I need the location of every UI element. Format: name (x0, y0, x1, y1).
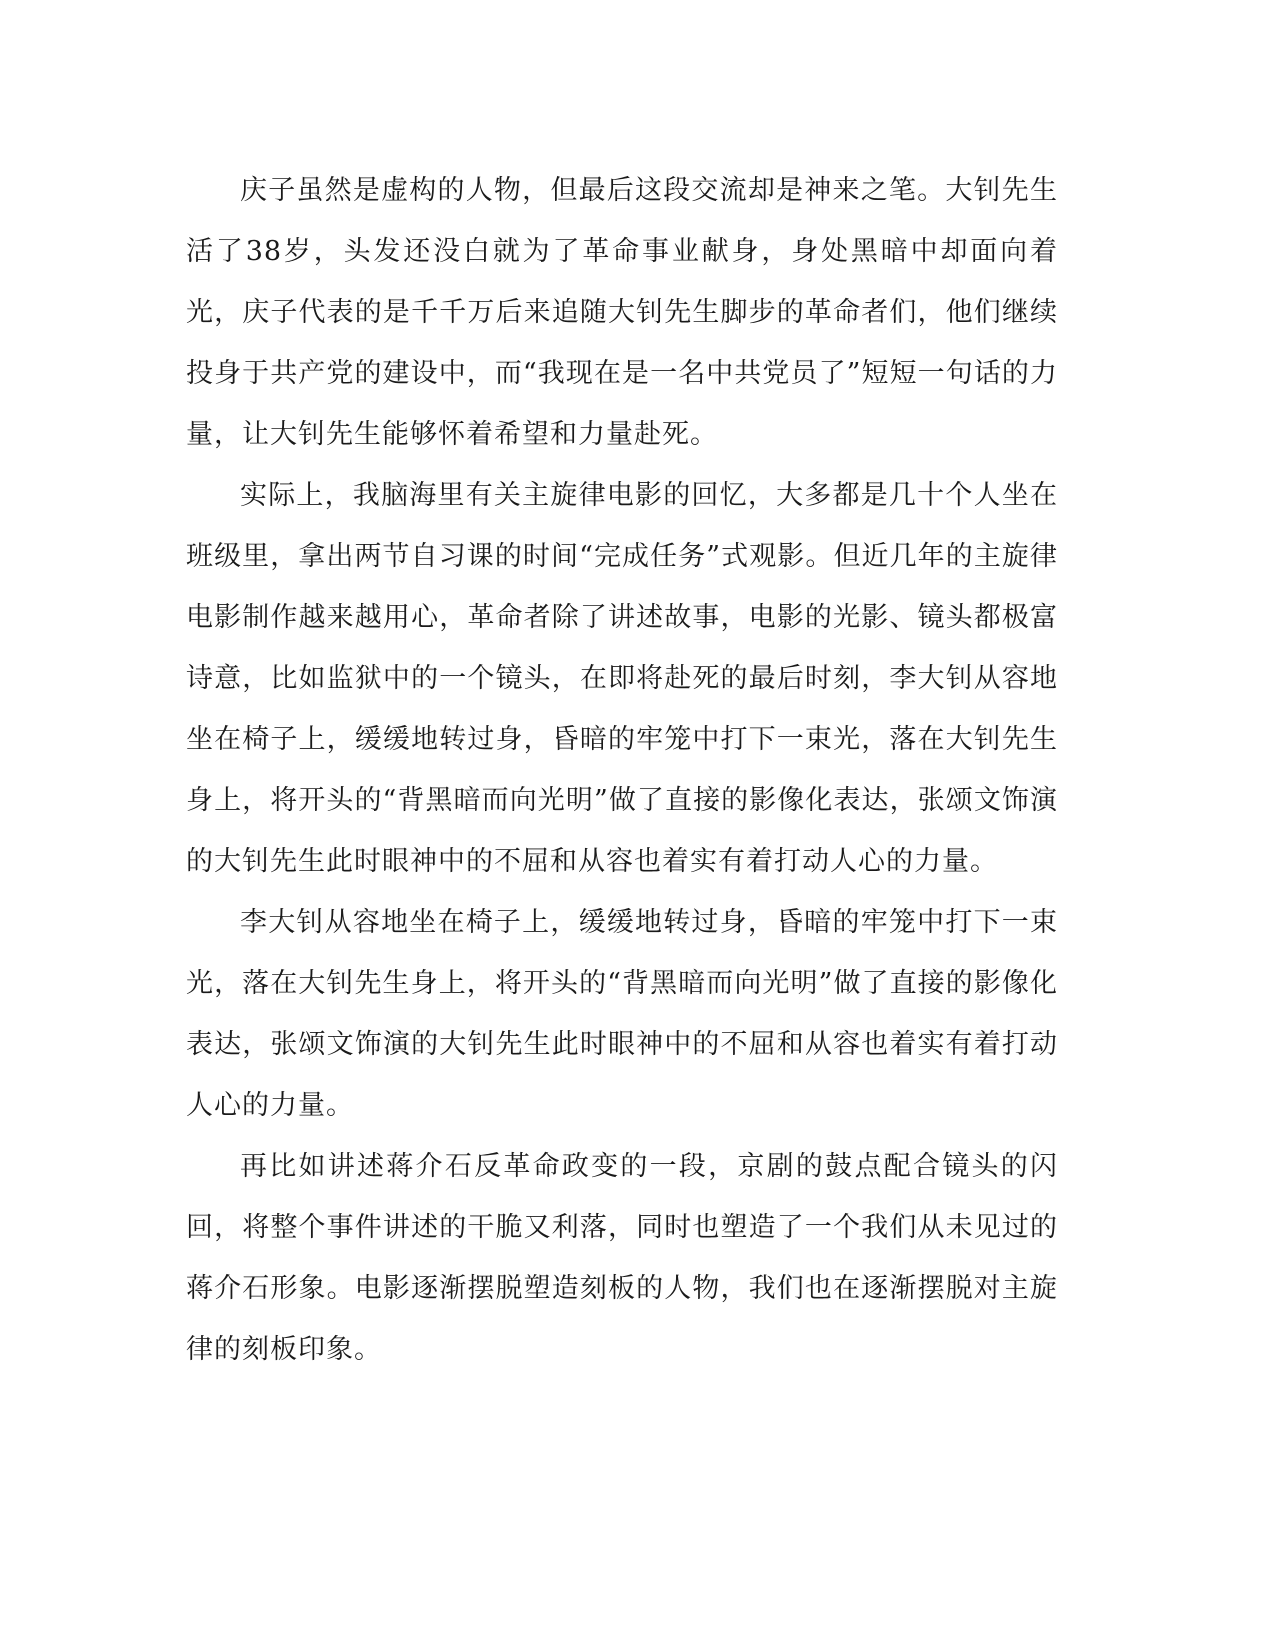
document-body (186, 160, 1058, 1380)
paragraph-2: 实际上，我脑海里有关主旋律电影的回忆，大多都是几十个人坐在班级里，拿出两节自习课的时间“完成任务”式观影。但近几年的主旋律电影制作越来越用心，革命者除了讲述故事，电影的光影、镜头都极富诗意，比如监狱中的一个镜头，在即将赴死的最后时刻，李大钊从容地坐在椅子上，缓缓地转过身，昏暗的牢笼中打下一束光，落在大钊先生身上，将开头的“背黑暗而向光明”做了直接的影像化表达，张颂文饰演的大钊先生此时眼神中的不屈和从容也着实有着打动人心的力量。 (186, 480, 1058, 877)
paragraph-1: 庆子虽然是虚构的人物，但最后这段交流却是神来之笔。大钊先生活了38岁，头发还没白就为了革命事业献身，身处黑暗中却面向着光，庆子代表的是千千万后来追随大钊先生脚步的革命者们，他们继续投身于共产党的建设中，而“我现在是一名中共党员了”短短一句话的力量，让大钊先生能够怀着希望和力量赴死。 (186, 175, 1058, 450)
paragraph-4: 再比如讲述蒋介石反革命政变的一段，京剧的鼓点配合镜头的闪回，将整个事件讲述的干脆又利落，同时也塑造了一个我们从未见过的蒋介石形象。电影逐渐摆脱塑造刻板的人物，我们也在逐渐摆脱对主旋律的刻板印象。 (186, 1151, 1058, 1365)
paragraph-3: 李大钊从容地坐在椅子上，缓缓地转过身，昏暗的牢笼中打下一束光，落在大钊先生身上，将开头的“背黑暗而向光明”做了直接的影像化表达，张颂文饰演的大钊先生此时眼神中的不屈和从容也着实有着打动人心的力量。 (186, 907, 1058, 1121)
